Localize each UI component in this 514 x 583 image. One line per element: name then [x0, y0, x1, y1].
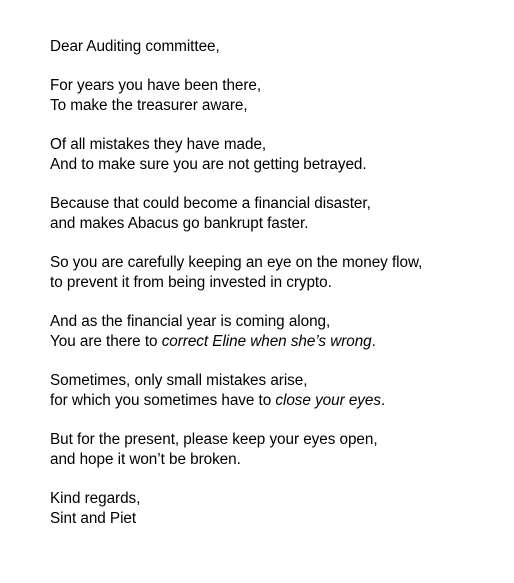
stanza-5: [50, 312, 510, 352]
poem-line: For years you have been there,: [50, 77, 262, 94]
letter-body: [50, 37, 510, 548]
closing: [50, 489, 510, 529]
stanza-6: [50, 371, 510, 411]
italic-text: close your eyes: [275, 392, 381, 409]
poem-line-mixed: [50, 391, 510, 411]
salutation-line: Dear Auditing committee,: [50, 38, 220, 55]
stanza-3: [50, 194, 510, 234]
poem-line: But for the present, please keep your eyes open,: [50, 431, 378, 448]
poem-line: to prevent it from being invested in crypto.: [50, 274, 332, 291]
signature-line: Sint and Piet: [50, 510, 137, 527]
poem-line: Of all mistakes they have made,: [50, 136, 267, 153]
poem-line: and hope it won’t be broken.: [50, 451, 241, 468]
stanza-7: [50, 430, 510, 470]
salutation: [50, 37, 510, 57]
poem-line: So you are carefully keeping an eye on the money flow,: [50, 254, 423, 271]
poem-line: And to make sure you are not getting betrayed.: [50, 156, 367, 173]
plain-text: for which you sometimes have to: [50, 392, 276, 409]
poem-line: To make the treasurer aware,: [50, 97, 248, 114]
stanza-4: [50, 253, 510, 293]
plain-text: You are there to: [50, 333, 162, 350]
stanza-1: [50, 76, 510, 116]
italic-text: correct Eline when she’s wrong: [161, 333, 372, 350]
poem-line-mixed: [50, 332, 510, 352]
closing-line: Kind regards,: [50, 490, 141, 507]
poem-line: And as the financial year is coming along,: [50, 313, 331, 330]
stanza-2: [50, 135, 510, 175]
poem-line: Sometimes, only small mistakes arise,: [50, 372, 308, 389]
poem-line: Because that could become a financial disaster,: [50, 195, 371, 212]
poem-line: and makes Abacus go bankrupt faster.: [50, 215, 309, 232]
plain-text: .: [371, 333, 376, 350]
plain-text: .: [380, 392, 386, 409]
